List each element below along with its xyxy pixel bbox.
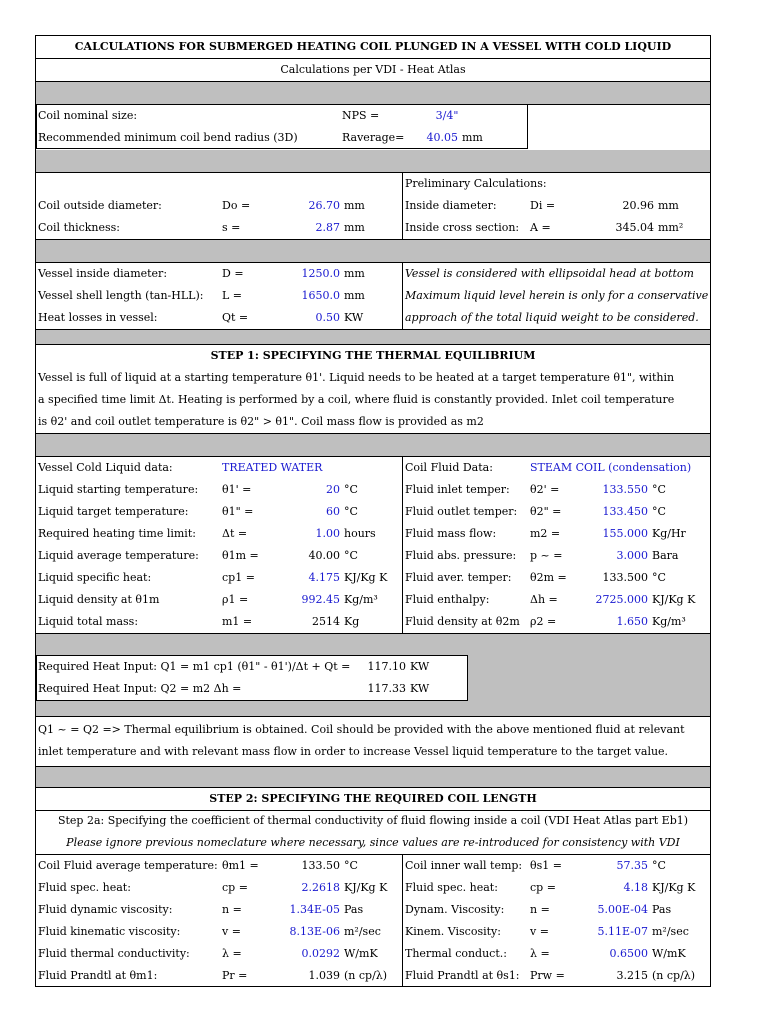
note-text: approach of the total liquid weight to be considered. <box>405 311 699 324</box>
note-text: Vessel is considered with ellipsoidal head at bottom <box>405 267 694 280</box>
row-symbol: cp1 = <box>222 571 255 584</box>
step1-text-line <box>36 389 710 411</box>
row-symbol: θ1" = <box>222 505 254 518</box>
coil-fluid-row <box>36 965 710 987</box>
row-value: 60 <box>326 505 340 518</box>
row-symbol: θs1 = <box>530 859 562 872</box>
row-symbol: Qt = <box>222 311 249 324</box>
row-value: 133.50 <box>301 859 340 872</box>
row-value: 1.34E-05 <box>289 903 340 916</box>
row-symbol: λ = <box>530 947 550 960</box>
row-unit: Kg <box>344 615 360 628</box>
row-label: Vessel shell length (tan-HLL): <box>38 289 204 302</box>
row-unit: Kg/m³ <box>344 593 378 606</box>
row-unit: KJ/Kg K <box>652 593 696 606</box>
row-symbol: n = <box>530 903 550 916</box>
step1-text-line <box>36 411 710 433</box>
row-label: Fluid kinematic viscosity: <box>38 925 181 938</box>
text-line: Q1 ~ = Q2 => Thermal equilibrium is obtained. Coil should be provided with the above mentioned fluid at relevant <box>38 723 685 736</box>
row-label: Fluid enthalpy: <box>405 593 490 606</box>
liquid-data-row <box>36 567 710 589</box>
row-value: 0.50 <box>315 311 340 324</box>
row-symbol: L = <box>222 289 243 302</box>
row-unit: °C <box>344 505 358 518</box>
row-value: 4.175 <box>308 571 340 584</box>
row-value: 4.18 <box>623 881 648 894</box>
row-label: Fluid spec. heat: <box>405 881 498 894</box>
vessel-note-line <box>36 263 710 285</box>
liquid-data-row <box>36 545 710 567</box>
row-symbol: v = <box>530 925 549 938</box>
calculation-sheet <box>35 35 711 987</box>
row-value: 0.0292 <box>301 947 340 960</box>
row-label: Vessel inside diameter: <box>38 267 168 280</box>
vessel-fluid-name: TREATED WATER <box>222 461 323 474</box>
liquid-data-row <box>36 589 710 611</box>
row-label: Fluid thermal conductivity: <box>38 947 190 960</box>
row-symbol: θ1m = <box>222 549 259 562</box>
row-unit: mm <box>344 289 365 302</box>
row-label: Fluid inlet temper: <box>405 483 510 496</box>
row-value: 26.70 <box>308 199 340 212</box>
row-value: 5.00E-04 <box>597 903 648 916</box>
row-value: 2.2618 <box>301 881 340 894</box>
row-label: Liquid density at θ1m <box>38 593 160 606</box>
row-label: Fluid aver. temper: <box>405 571 512 584</box>
row-symbol: n = <box>222 903 242 916</box>
row-unit: m²/sec <box>652 925 689 938</box>
row-label: Liquid total mass: <box>38 615 139 628</box>
vessel-note-line <box>36 285 710 307</box>
coil-fluid-row <box>36 921 710 943</box>
sheet-subtitle: Calculations per VDI - Heat Atlas <box>280 63 466 76</box>
equilibrium-line <box>36 719 710 741</box>
liquid-data-row <box>36 479 710 501</box>
row-symbol: Δt = <box>222 527 248 540</box>
prelim-title-row: Preliminary Calculations: <box>405 177 547 190</box>
row-value: 2.87 <box>315 221 340 234</box>
row-label: Fluid spec. heat: <box>38 881 131 894</box>
row-unit: mm <box>344 199 365 212</box>
row-symbol: Prw = <box>530 969 565 982</box>
row-value: 5.11E-07 <box>597 925 648 938</box>
row-unit: mm <box>344 221 365 234</box>
step2-title: STEP 2: SPECIFYING THE REQUIRED COIL LENGTH <box>209 792 537 805</box>
prelim-row <box>36 217 710 239</box>
coil-bend-row: Recommended minimum coil bend radius (3D) Raverage= 40.05 mm <box>38 131 483 144</box>
row-value: 133.500 <box>602 571 648 584</box>
row-symbol: Pr = <box>222 969 248 982</box>
nps-value: 3/4" <box>435 109 459 122</box>
row-value: 1.650 <box>616 615 648 628</box>
row-unit: °C <box>344 483 358 496</box>
row-symbol: θ2m = <box>530 571 567 584</box>
row-unit: KW <box>344 311 364 324</box>
equilibrium-line <box>36 741 710 763</box>
liquid-data-row <box>36 501 710 523</box>
row-value: 8.13E-06 <box>289 925 340 938</box>
row-label: Fluid abs. pressure: <box>405 549 517 562</box>
row-symbol: D = <box>222 267 244 280</box>
row-symbol: ρ2 = <box>530 615 557 628</box>
step2-note: Please ignore previous nomeclature where necessary, since values are re-introduced for consistency with VDI <box>66 836 680 849</box>
row-unit: °C <box>652 859 666 872</box>
row-unit: (n cp/λ) <box>344 969 388 982</box>
row-unit: m²/sec <box>344 925 381 938</box>
coil-nominal-row: Coil nominal size: NPS = 3/4" <box>36 105 710 127</box>
row-label: Fluid density at θ2m <box>405 615 520 628</box>
row-value: 2514 <box>312 615 340 628</box>
row-label: Coil inner wall temp: <box>405 859 523 872</box>
row-unit: °C <box>652 505 666 518</box>
row-symbol: cp = <box>222 881 248 894</box>
row-unit: Pas <box>344 903 364 916</box>
row-value: 1650.0 <box>301 289 340 302</box>
liquid-data-row <box>36 611 710 633</box>
row-symbol: θm1 = <box>222 859 259 872</box>
row-unit: Kg/Hr <box>652 527 686 540</box>
row-label: Liquid target temperature: <box>38 505 189 518</box>
row-value: 0.6500 <box>609 947 648 960</box>
row-label: Inside cross section: <box>405 221 520 234</box>
q2-row: Required Heat Input: Q2 = m2 Δh = 117.33 KW <box>38 682 430 695</box>
row-value: 1250.0 <box>301 267 340 280</box>
row-value: 155.000 <box>602 527 648 540</box>
row-unit: W/mK <box>344 947 378 960</box>
row-unit: mm <box>344 267 365 280</box>
row-symbol: λ = <box>222 947 242 960</box>
row-value: 1.039 <box>308 969 340 982</box>
row-unit: KJ/Kg K <box>344 571 388 584</box>
liquid-data-row <box>36 523 710 545</box>
row-label: Fluid dynamic viscosity: <box>38 903 173 916</box>
prelim-row <box>36 195 710 217</box>
row-symbol: A = <box>530 221 551 234</box>
vessel-note-line <box>36 307 710 329</box>
row-unit: °C <box>344 859 358 872</box>
row-symbol: v = <box>222 925 241 938</box>
q1-row: Required Heat Input: Q1 = m1 cp1 (θ1" - θ1')/Δt + Qt = 117.10 KW <box>38 660 430 673</box>
coil-fluid-row <box>36 855 710 877</box>
row-unit: Pas <box>652 903 672 916</box>
row-label: Fluid outlet temper: <box>405 505 518 518</box>
row-symbol: Do = <box>222 199 251 212</box>
row-value: 40.00 <box>308 549 340 562</box>
row-label: Dynam. Viscosity: <box>405 903 505 916</box>
row-symbol: θ2' = <box>530 483 560 496</box>
row-label: Fluid Prandtl at θs1: <box>405 969 520 982</box>
coil-fluid-row <box>36 899 710 921</box>
row-value: 2725.000 <box>595 593 648 606</box>
note-text: Maximum liquid level herein is only for a conservative <box>405 289 709 302</box>
row-unit: °C <box>652 571 666 584</box>
row-value: 133.550 <box>602 483 648 496</box>
coil-fluid-row <box>36 943 710 965</box>
coil-fluid-name: STEAM COIL (condensation) <box>530 461 692 474</box>
row-unit: °C <box>344 549 358 562</box>
row-label: Coil Fluid average temperature: <box>38 859 218 872</box>
row-value: 992.45 <box>301 593 340 606</box>
row-symbol: cp = <box>530 881 556 894</box>
step2a-title: Step 2a: Specifying the coefficient of thermal conductivity of fluid flowing inside a coil (VDI Heat Atlas part Eb1) <box>57 814 689 827</box>
row-unit: KJ/Kg K <box>344 881 388 894</box>
row-value: 20.96 <box>622 199 654 212</box>
row-unit: W/mK <box>652 947 686 960</box>
row-unit: °C <box>652 483 666 496</box>
row-value: 133.450 <box>602 505 648 518</box>
text-line: is θ2' and coil outlet temperature is θ2" > θ1". Coil mass flow is provided as m2 <box>38 415 484 428</box>
row-symbol: θ1' = <box>222 483 252 496</box>
row-value: 1.00 <box>315 527 340 540</box>
row-label: Fluid Prandtl at θm1: <box>38 969 158 982</box>
row-unit: KJ/Kg K <box>652 881 696 894</box>
row-symbol: s = <box>222 221 241 234</box>
row-unit: Bara <box>652 549 679 562</box>
row-label: Heat losses in vessel: <box>38 311 158 324</box>
row-unit: Kg/m³ <box>652 615 686 628</box>
row-value: 3.000 <box>616 549 648 562</box>
row-label: Required heating time limit: <box>38 527 196 540</box>
row-label: Coil thickness: <box>38 221 121 234</box>
row-symbol: m2 = <box>530 527 561 540</box>
row-symbol: Δh = <box>530 593 558 606</box>
row-symbol: p ~ = <box>530 549 563 562</box>
row-value: 3.215 <box>616 969 648 982</box>
row-value: 345.04 <box>615 221 654 234</box>
row-symbol: Di = <box>530 199 556 212</box>
row-symbol: θ2" = <box>530 505 562 518</box>
text-line: a specified time limit Δt. Heating is performed by a coil, where fluid is constantly provided. Inlet coil temperature <box>38 393 675 406</box>
row-unit: hours <box>344 527 376 540</box>
row-label: Fluid mass flow: <box>405 527 497 540</box>
row-symbol: m1 = <box>222 615 253 628</box>
step1-title: STEP 1: SPECIFYING THE THERMAL EQUILIBRIUM <box>210 349 536 362</box>
text-line: inlet temperature and with relevant mass flow in order to increase Vessel liquid temperature to the target value. <box>38 745 669 758</box>
row-unit: mm <box>658 199 679 212</box>
row-value: 20 <box>326 483 340 496</box>
step1-header-row: Vessel Cold Liquid data: TREATED WATER Coil Fluid Data: STEAM COIL (condensation) <box>36 457 710 479</box>
text-line: Vessel is full of liquid at a starting temperature θ1'. Liquid needs to be heated at a target temperature θ1", within <box>38 371 675 384</box>
row-label: Liquid specific heat: <box>38 571 152 584</box>
row-value: 57.35 <box>616 859 648 872</box>
row-unit: mm² <box>658 221 684 234</box>
row-unit: (n cp/λ) <box>652 969 696 982</box>
row-symbol: ρ1 = <box>222 593 249 606</box>
row-label: Liquid average temperature: <box>38 549 199 562</box>
row-label: Liquid starting temperature: <box>38 483 199 496</box>
row-label: Coil outside diameter: <box>38 199 162 212</box>
row-label: Inside diameter: <box>405 199 497 212</box>
coil-fluid-row <box>36 877 710 899</box>
row-label: Thermal conduct.: <box>405 947 507 960</box>
sheet-title: CALCULATIONS FOR SUBMERGED HEATING COIL PLUNGED IN A VESSEL WITH COLD LIQUID <box>74 40 672 53</box>
step1-text-line <box>36 367 710 389</box>
row-label: Kinem. Viscosity: <box>405 925 501 938</box>
